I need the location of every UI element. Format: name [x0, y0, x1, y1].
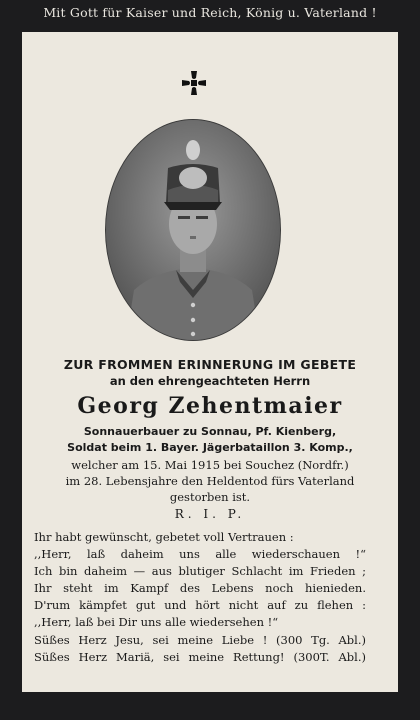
death-line-1: welcher am 15. Mai 1915 bei Souchez (Nordfr.) [71, 458, 349, 472]
prayer-line: Süßes Herz Jesu, sei meine Liebe ! (300 Tg. Abl.) [34, 633, 366, 647]
deceased-name: Georg Zehentmaier [77, 393, 343, 419]
poem-line: ,,Herr, laß bei Dir uns alle wiedersehen !“ [34, 615, 279, 629]
motto: Mit Gott für Kaiser und Reich, König u. Vaterland ! [43, 5, 377, 20]
iron-cross-icon [181, 70, 207, 96]
poem-line: Ich bin daheim — aus blutiger Schlacht im Frieden ; [34, 564, 366, 578]
military-unit-line: Soldat beim 1. Bayer. Jägerbataillon 3. Komp., [67, 441, 353, 454]
poem-line: Ihr habt gewünscht, gebetet voll Vertrauen : [34, 530, 294, 544]
poem-line: ,,Herr, laß daheim uns alle wiederschauen !“ [34, 547, 366, 561]
soldier-portrait [106, 120, 280, 340]
death-line-2: im 28. Lebensjahre den Heldentod fürs Vaterland [65, 474, 355, 488]
death-line-3: gestorben ist. [169, 490, 251, 504]
poem-line: D'rum kämpfet gut und hört nicht auf zu flehen : [34, 598, 366, 612]
heading-line-2: an den ehrengeachteten Herrn [109, 374, 311, 388]
rip-line: R. I. P. [174, 507, 246, 521]
heading-line-1: ZUR FROMMEN ERINNERUNG IM GEBETE [63, 357, 357, 372]
occupation-line: Sonnauerbauer zu Sonnau, Pf. Kienberg, [83, 425, 337, 438]
prayer-line: Süßes Herz Mariä, sei meine Rettung! (300T. Abl.) [34, 650, 366, 664]
poem-line: Ihr steht im Kampf des Lebens noch hienieden. [34, 581, 366, 595]
